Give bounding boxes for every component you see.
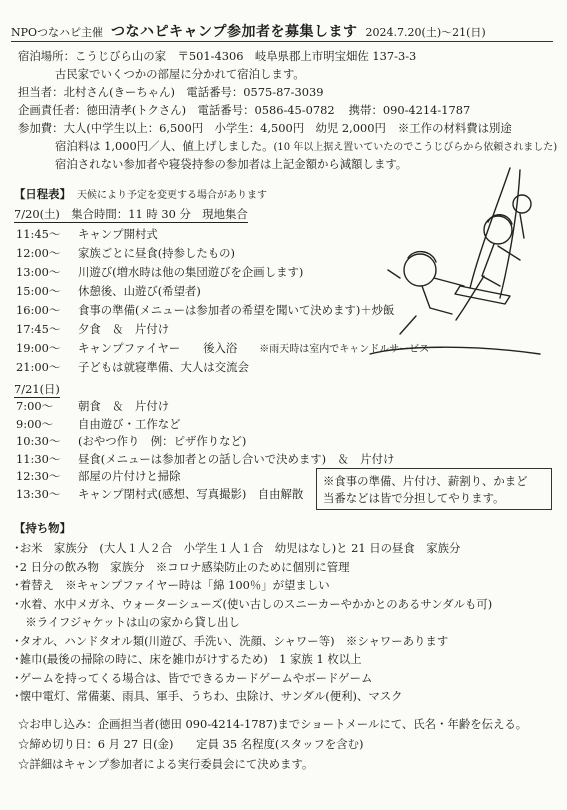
schedule-row (16, 469, 181, 483)
day2-header-text: 7/21(日) (14, 382, 60, 396)
fee-line-2 (55, 139, 557, 155)
schedule-activity: 夕食 ＆ 片付け (78, 322, 170, 336)
schedule-activity: キャンプ開村式 (78, 227, 158, 241)
schedule-row (16, 322, 169, 336)
schedule-time: 15:00～ (16, 284, 61, 298)
schedule-time: 10:30～ (16, 434, 61, 449)
event-date: 2024.7.20(土)～21(日) (365, 26, 486, 39)
schedule-activity: 部屋の片付けと掃除 (78, 469, 181, 484)
schedule-row (16, 284, 201, 298)
schedule-activity: 家族ごとに昼食(持参したもの) (78, 246, 235, 260)
schedule-row (16, 452, 394, 466)
note-box-line-1: ※食事の準備、片付け、薪割り、かまど (323, 474, 528, 488)
fee-line-3: 宿泊されない参加者や寝袋持参の参加者は上記金額から減額します。 (55, 157, 408, 171)
schedule-activity: 川遊び(増水時は他の集団遊びを企画します) (78, 265, 304, 279)
schedule-row (16, 434, 246, 448)
note-box-line-2: 当番などは皆で分担してやります。 (323, 490, 505, 505)
schedule-time: 12:30～ (16, 469, 61, 484)
schedule-time: 16:00～ (16, 303, 61, 317)
schedule-activity: 子どもは就寝準備、大人は交流会 (78, 360, 249, 374)
schedule-time: 13:30～ (16, 487, 61, 501)
schedule-time: 17:45～ (16, 322, 61, 336)
schedule-time: 12:00～ (16, 246, 61, 260)
item-line: ･お米 家族分 (大人１人２合 小学生１人１合 幼児はなし)と 21 日の昼食 家族分 (14, 541, 461, 555)
schedule-row (16, 417, 181, 431)
item-line: ･2 日分の飲み物 家族分 ※コロナ感染防止のために個別に管理 (14, 559, 350, 574)
item-line: ･タオル、ハンドタオル類(川遊び、手洗い、洗顔、シャワー等) ※シャワーあります (14, 633, 449, 648)
page-title: つなハピキャンプ参加者を募集します (111, 24, 358, 40)
schedule-row (16, 246, 235, 260)
schedule-activity: 食事の準備(メニューは参加者の希望を聞いて決めます)＋炒飯 (78, 303, 395, 317)
note-box (316, 468, 552, 510)
schedule-title-text: 【日程表】 (14, 187, 71, 201)
schedule-activity: 昼食(メニューは参加者との話し合いで決めます) ＆ 片付け (78, 451, 395, 466)
item-line: ･着替え ※キャンプファイヤー時は「綿 100％」が望ましい (14, 578, 330, 592)
deadline-line: ☆締め切り日：6 月 27 日(金) 定員 35 名程度(スタッフを含む) (18, 737, 364, 751)
item-line: ※ライフジャケットは山の家から貸し出し (14, 615, 240, 629)
schedule-activity: 休憩後、山遊び(希望者) (78, 284, 201, 298)
schedule-activity: (おやつ作り 例：ピザ作りなど) (78, 434, 247, 449)
lodging-note: 古民家でいくつかの部屋に分かれて宿泊します。 (55, 67, 305, 81)
schedule-time: 21:00～ (16, 360, 61, 374)
schedule-time: 13:00～ (16, 265, 61, 279)
schedule-time: 19:00～ (16, 341, 61, 355)
day1-header (14, 207, 248, 221)
header (11, 24, 553, 42)
schedule-time: 11:45～ (16, 227, 61, 241)
fee-note: ※工作の材料費は別途 (397, 121, 512, 135)
schedule-title (14, 187, 267, 203)
schedule-row (16, 227, 158, 241)
schedule-time: 11:30～ (16, 451, 61, 466)
lodging-line: 宿泊場所：こうじびら山の家 〒501-4306 岐阜県郡上市明宝畑佐 137-3-3 (18, 49, 417, 63)
schedule-row (16, 487, 303, 501)
schedule-activity: キャンプ閉村式(感想、写真撮影) 自由解散 (78, 487, 304, 501)
contact-line: 担当者：北村さん(きーちゃん) 電話番号：0575-87-3039 (18, 85, 324, 99)
schedule-time: 7:00～ (16, 399, 53, 413)
schedule-activity: 朝食 ＆ 片付け (78, 399, 170, 413)
schedule-row (16, 360, 249, 374)
apply-line: ☆お申し込み：企画担当者(徳田 090-4214-1787)までショートメールにて、氏名・年齢を伝える。 (18, 717, 528, 731)
planner-line (18, 103, 470, 117)
schedule-note: 天候により予定を変更する場合があります (76, 190, 267, 201)
day1-header-text: 7/20(土) 集合時間：11 時 30 分 現地集合 (14, 207, 248, 221)
fee-line (18, 121, 512, 135)
day2-header (14, 382, 60, 396)
schedule-time: 9:00～ (16, 416, 53, 431)
fee-line-2-text: 宿泊料は 1,000円／人、値上げしました。 (55, 139, 274, 153)
schedule-row (16, 303, 394, 317)
items-title: 【持ち物】 (14, 521, 71, 535)
item-line: ･懐中電灯、常備薬、雨具、軍手、うちわ、虫除け、サンダル(便利)、マスク (14, 689, 403, 703)
header-underline (11, 41, 553, 42)
planner-text: 企画責任者：徳田清孝(トクさん) 電話番号：0586-45-0782 (18, 103, 335, 117)
item-line: ･雑巾(最後の掃除の時に、床を雑巾がけするため) 1 家族 1 枚以上 (14, 652, 362, 666)
fee-line-2-note: (10 年以上据え置いていたのでこうじびらから依頼されました) (273, 142, 558, 153)
schedule-activity: 自由遊び・工作など (78, 416, 181, 431)
schedule-row (16, 399, 169, 413)
item-line: ･ゲームを持ってくる場合は、皆でできるカードゲームやボードゲーム (14, 670, 373, 685)
fee-text: 参加費：大人(中学生以上：6,500円 小学生：4,500円 幼児 2,000円 (18, 121, 386, 135)
schedule-activity: キャンプファイヤー 後入浴 (78, 341, 238, 355)
schedule-note: ※雨天時は室内でキャンドルサービス (259, 344, 430, 355)
children-on-swing-illustration (360, 158, 560, 358)
details-line: ☆詳細はキャンプ参加者による実行委員会にて決めます。 (18, 757, 314, 771)
organizer: NPOつなハピ主催 (11, 26, 104, 39)
mobile-text: 携帯：090-4214-1787 (348, 103, 471, 117)
item-line: ･水着、水中メガネ、ウォーターシューズ(使い古しのスニーカーやかかとのあるサンダルも可) (14, 596, 493, 611)
schedule-row (16, 265, 303, 279)
